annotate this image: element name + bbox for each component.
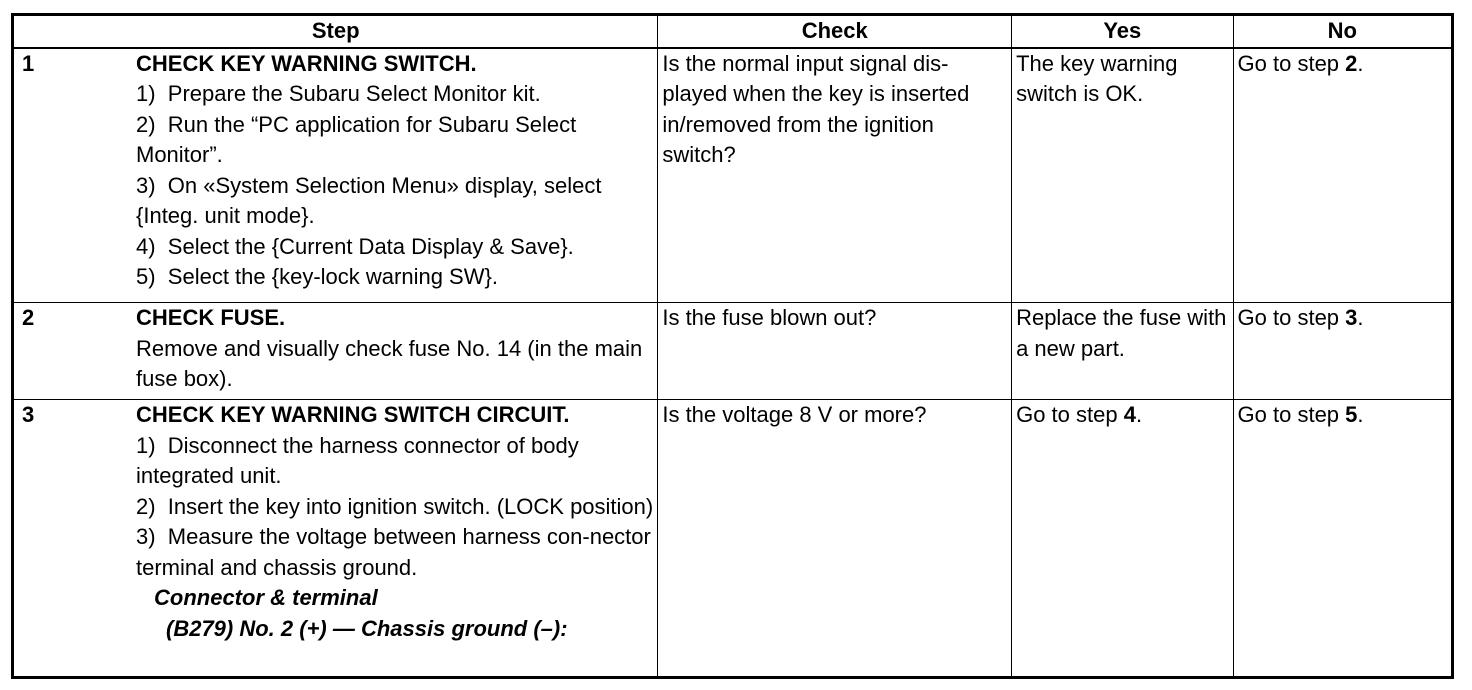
step-line: 2) Insert the key into ignition switch. (LOCK position) — [136, 493, 654, 519]
table-row — [13, 400, 1453, 678]
step-line: 1) Disconnect the harness connector of body integrated unit. — [136, 432, 579, 488]
no-step-number: 5 — [1345, 402, 1358, 427]
table-row — [13, 303, 1453, 400]
yes-step-number: 4 — [1123, 402, 1136, 427]
step-number: 2 — [22, 305, 35, 330]
check-cell: Is the voltage 8 V or more? — [658, 400, 1012, 678]
step-line: Remove and visually check fuse No. 14 (in the main fuse box). — [136, 335, 643, 391]
yes-cell: Replace the fuse with a new part. — [1012, 303, 1233, 400]
terminal-spec: (B279) No. 2 (+) — Chassis ground (–): — [166, 615, 568, 641]
connector-label: Connector & terminal — [154, 585, 378, 610]
step-line: 2) Run the “PC application for Subaru Select Monitor”. — [136, 111, 577, 167]
step-number: 3 — [22, 402, 35, 427]
step-line: 1) Prepare the Subaru Select Monitor kit. — [136, 81, 541, 106]
step-line: 3) On «System Selection Menu» display, select {Integ. unit mode}. — [136, 172, 602, 228]
step-cell — [13, 48, 658, 303]
no-cell: Go to step 3. — [1233, 303, 1452, 400]
step-cell — [13, 400, 658, 678]
header-yes: Yes — [1012, 15, 1233, 48]
header-row — [13, 15, 1453, 48]
yes-cell: The key warning switch is OK. — [1012, 48, 1233, 303]
yes-cell: Go to step 4. — [1012, 400, 1233, 678]
no-step-number: 3 — [1345, 305, 1358, 330]
step-cell — [13, 303, 658, 400]
step-line: 3) Measure the voltage between harness con-nector terminal and chassis ground. — [136, 524, 651, 580]
header-step: Step — [13, 15, 658, 48]
no-cell: Go to step 2. — [1233, 48, 1452, 303]
check-cell: Is the fuse blown out? — [658, 303, 1012, 400]
table-row — [13, 48, 1453, 303]
step-title: CHECK KEY WARNING SWITCH CIRCUIT. — [136, 402, 570, 427]
check-cell: Is the normal input signal dis-played when the key is inserted in/removed from the ignition switch? — [658, 48, 1012, 303]
step-title: CHECK KEY WARNING SWITCH. — [136, 50, 477, 76]
header-check: Check — [658, 15, 1012, 48]
step-line: 4) Select the {Current Data Display & Save}. — [136, 233, 574, 259]
diagnostic-table — [11, 13, 1454, 679]
step-number: 1 — [22, 50, 35, 76]
step-title: CHECK FUSE. — [136, 305, 286, 330]
header-no: No — [1233, 15, 1452, 48]
step-line: 5) Select the {key-lock warning SW}. — [136, 264, 498, 289]
no-cell: Go to step 5. — [1233, 400, 1452, 678]
no-step-number: 2 — [1345, 50, 1358, 76]
